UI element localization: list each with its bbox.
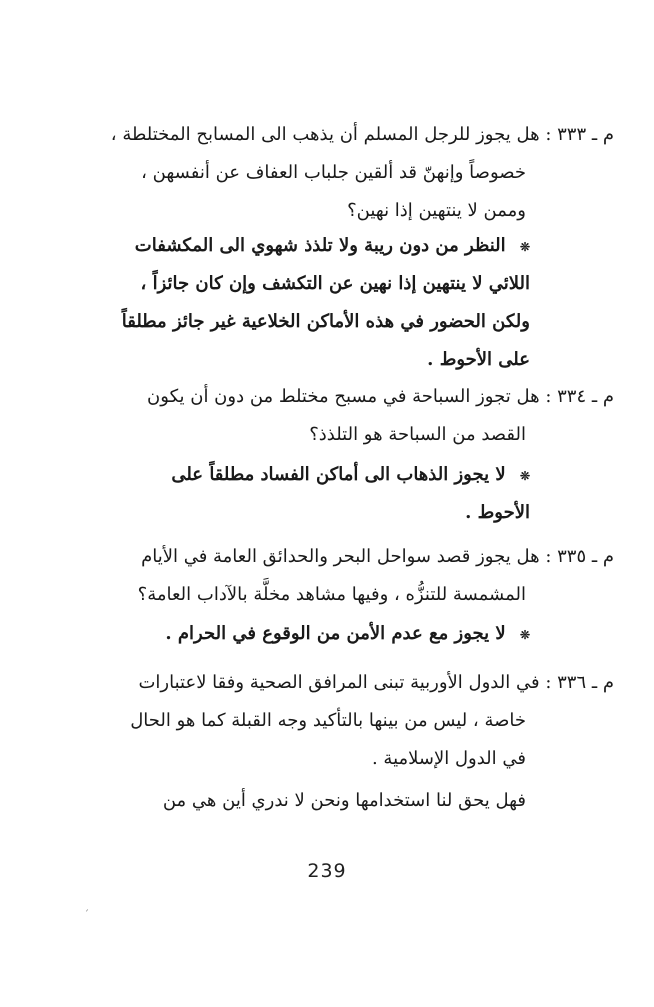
question-number: م ـ ٣٣٥ : <box>545 546 614 567</box>
page-number: 239 <box>307 860 347 882</box>
question-line <box>40 378 614 416</box>
answer-line <box>44 265 530 303</box>
question-line <box>40 538 614 576</box>
question-line <box>40 416 614 454</box>
question-line <box>40 664 614 702</box>
question-text: وممن لا ينتهين إذا نهين؟ <box>347 200 526 221</box>
question-line <box>40 740 614 778</box>
question-line <box>40 116 614 154</box>
question-number: م ـ ٣٣٣ : <box>545 124 614 145</box>
answer-line <box>40 615 530 653</box>
question-text: هل تجوز السباحة في مسبح مختلط من دون أن يكون <box>147 386 540 407</box>
question-text: خاصة ، ليس من بينها بالتأكيد وجه القبلة كما هو الحال <box>130 710 526 731</box>
question-line <box>40 782 614 820</box>
answer-line <box>44 303 530 341</box>
question-number: م ـ ٣٣٦ : <box>545 672 614 693</box>
answer-line <box>44 227 530 265</box>
answer-text: لا يجوز مع عدم الأمن من الوقوع في الحرام . <box>165 623 506 644</box>
question-number: م ـ ٣٣٤ : <box>545 386 614 407</box>
question-335 <box>40 538 614 614</box>
question-333 <box>40 116 614 230</box>
answer-335 <box>40 615 530 653</box>
question-line <box>40 154 614 192</box>
answer-text: الأحوط . <box>465 502 530 523</box>
question-334 <box>40 378 614 454</box>
question-text: في الدول الإسلامية . <box>371 748 526 769</box>
question-text: فهل يحق لنا استخدامها ونحن لا ندري أين هي من <box>162 790 526 811</box>
question-line <box>40 576 614 614</box>
answer-333 <box>44 227 530 379</box>
asterisk-icon: ❊ <box>519 628 530 642</box>
answer-text: على الأحوط . <box>427 349 530 370</box>
asterisk-icon: ❊ <box>519 469 530 483</box>
asterisk-icon: ❊ <box>519 240 530 254</box>
question-line <box>40 192 614 230</box>
answer-line <box>40 494 530 532</box>
question-text: خصوصاً وإنهنّ قد ألقين جلباب العفاف عن أنفسهن ، <box>141 162 526 183</box>
answer-334 <box>40 456 530 532</box>
question-text: المشمسة للتنزُّه ، وفيها مشاهد مخلَّة بالآداب العامة؟ <box>137 584 526 605</box>
answer-text: اللائي لا ينتهين إذا نهين عن التكشف وإن كان جائزاً ، <box>140 273 530 294</box>
question-336 <box>40 664 614 820</box>
answer-line <box>40 456 530 494</box>
answer-text: لا يجوز الذهاب الى أماكن الفساد مطلقاً على <box>171 464 506 485</box>
question-line <box>40 702 614 740</box>
scan-mark: ´ <box>84 910 89 921</box>
question-text: هل يجوز قصد سواحل البحر والحدائق العامة في الأيام <box>141 546 540 567</box>
question-text: هل يجوز للرجل المسلم أن يذهب الى المسابح المختلطة ، <box>110 124 540 145</box>
question-text: القصد من السباحة هو التلذذ؟ <box>309 424 526 445</box>
answer-text: النظر من دون ريبة ولا تلذذ شهوي الى المكشفات <box>134 235 506 256</box>
answer-text: ولكن الحضور في هذه الأماكن الخلاعية غير جائز مطلقاً <box>121 311 530 332</box>
answer-line <box>44 341 530 379</box>
question-text: في الدول الأوربية تبنى المرافق الصحية وفقا لاعتبارات <box>138 672 540 693</box>
